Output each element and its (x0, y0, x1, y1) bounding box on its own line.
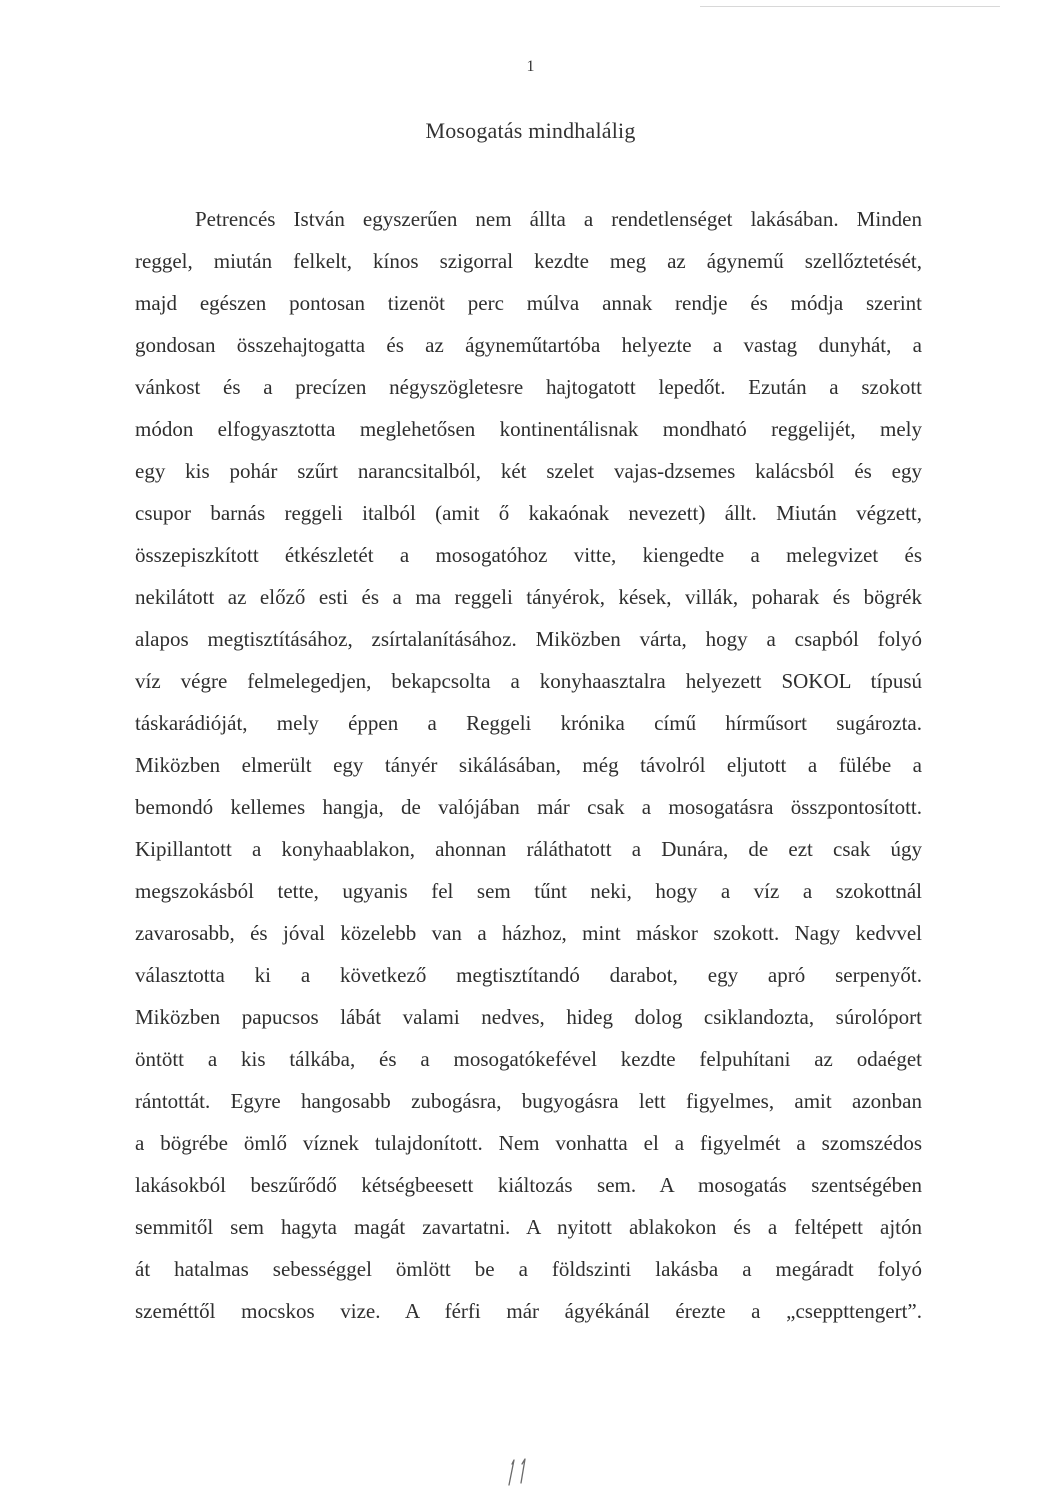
text-line: majd egészen pontosan tizenöt perc múlva annak rendje és módja szerint (135, 291, 922, 315)
text-line: csupor barnás reggeli italból (amit ő kakaónak nevezett) állt. Miután végzett, (135, 501, 922, 525)
document-title: Mosogatás mindhalálig (425, 118, 636, 143)
text-line: alapos megtisztításához, zsírtalanításához. Miközben várta, hogy a csapból folyó (135, 627, 922, 651)
text-line: víz végre felmelegedjen, bekapcsolta a konyhaasztalra helyezett SOKOL típusú (135, 669, 922, 693)
text-line: Miközben elmerült egy tányér sikálásában, még távolról eljutott a fülébe a (135, 753, 922, 777)
text-line: egy kis pohár szűrt narancsitalból, két szelet vajas-dzsemes kalácsból és egy (135, 459, 922, 483)
text-line: zavarosabb, és jóval közelebb van a házhoz, mint máskor szokott. Nagy kedvvel (135, 921, 922, 945)
text-line: nekilátott az előző esti és a ma reggeli tányérok, kések, villák, poharak és bögrék (135, 585, 922, 609)
text-line: bemondó kellemes hangja, de valójában már csak a mosogatásra összpontosított. (135, 795, 922, 819)
text-line: módon elfogyasztotta meglehetősen kontinentálisnak mondható reggelijét, mely (135, 417, 922, 441)
text-line: reggel, miután felkelt, kínos szigorral kezdte meg az ágynemű szellőztetését, (135, 249, 922, 273)
text-line: gondosan összehajtogatta és az ágyneműtartóba helyezte a vastag dunyhát, a (135, 333, 922, 357)
text-line: Kipillantott a konyhaablakon, ahonnan ráláthatott a Dunára, de ezt csak úgy (135, 837, 922, 861)
text-line: vánkost és a precízen négyszögletesre hajtogatott lepedőt. Ezután a szokott (135, 375, 922, 399)
text-line: rántottát. Egyre hangosabb zubogásra, bugyogásra lett figyelmes, amit azonban (135, 1089, 922, 1113)
text-line: megszokásból tette, ugyanis fel sem tűnt neki, hogy a víz a szokottnál (135, 879, 922, 903)
text-line: lakásokból beszűrődő kétségbeesett kiáltozás sem. A mosogatás szentségében (135, 1173, 922, 1197)
text-line: Petrencés István egyszerűen nem állta a rendetlenséget lakásában. Minden (195, 207, 922, 231)
text-line: táskarádióját, mely éppen a Reggeli krónika című hírműsort sugározta. (135, 711, 922, 735)
text-line: öntött a kis tálkába, és a mosogatókefével kezdte felpuhítani az odaéget (135, 1047, 922, 1071)
handwritten-page-mark (503, 1455, 533, 1487)
scan-edge-line (700, 6, 1000, 7)
text-line: semmitől sem hagyta magát zavartatni. A nyitott ablakokon és a feltépett ajtón (135, 1215, 922, 1239)
text-line: választotta ki a következő megtisztítandó darabot, egy apró serpenyőt. (135, 963, 922, 987)
text-line: szeméttől mocskos vize. A férfi már ágyékánál érezte a „cseppttengert”. (135, 1299, 922, 1323)
text-line: Miközben papucsos lábát valami nedves, hideg dolog csiklandozta, súrolóport (135, 1005, 922, 1029)
text-line: át hatalmas sebességgel ömlött be a földszinti lakásba a megáradt folyó (135, 1257, 922, 1281)
text-line: összepiszkított étkészletét a mosogatóhoz vitte, kiengedte a melegvizet és (135, 543, 922, 567)
page-number: 1 (526, 58, 535, 75)
text-line: a bögrébe ömlő víznek tulajdonított. Nem vonhatta el a figyelmét a szomszédos (135, 1131, 922, 1155)
body-paragraph (135, 198, 922, 1332)
